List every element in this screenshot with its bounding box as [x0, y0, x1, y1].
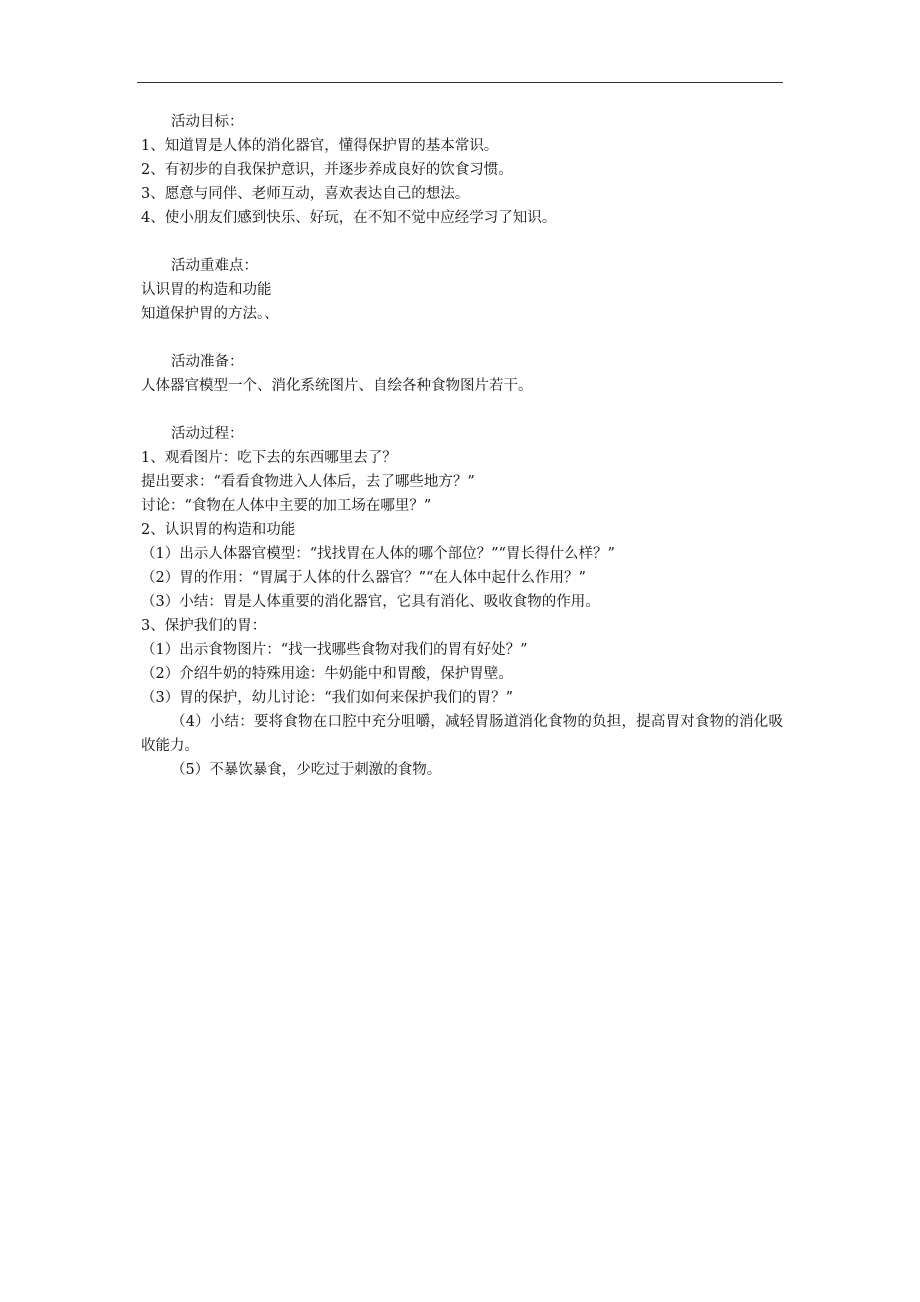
goal-item: 3、愿意与同伴、老师互动，喜欢表达自己的想法。	[141, 186, 470, 202]
preparation-heading: 活动准备：	[171, 354, 244, 370]
section-gap	[141, 326, 783, 350]
process-subline: （2）胃的作用：“胃属于人体的什么器官？”“在人体中起什么作用？”	[141, 570, 586, 586]
process-subline: （3）胃的保护，幼儿讨论：“我们如何来保护我们的胃？”	[141, 690, 514, 706]
document-body	[141, 110, 783, 782]
key-points-heading: 活动重难点：	[171, 258, 258, 274]
goal-item: 1、知道胃是人体的消化器官，懂得保护胃的基本常识。	[141, 138, 499, 154]
goal-item: 4、使小朋友们感到快乐、好玩，在不知不觉中应经学习了知识。	[141, 210, 557, 226]
key-point-item: 知道保护胃的方法。、	[141, 306, 279, 322]
process-subline: （5）不暴饮暴食，少吃过于刺激的食物。	[171, 762, 442, 778]
process-subline: （3）小结：胃是人体重要的消化器官，它具有消化、吸收食物的作用。	[141, 594, 600, 610]
process-line: 讨论：“食物在人体中主要的加工场在哪里？”	[141, 498, 432, 514]
process-subline: （1）出示食物图片：“找一找哪些食物对我们的胃有好处？”	[141, 642, 528, 658]
section-gap	[141, 398, 783, 422]
goal-item: 2、有初步的自我保护意识，并逐步养成良好的饮食习惯。	[141, 162, 513, 178]
process-subline: （1）出示人体器官模型：“找找胃在人体的哪个部位？”“胃长得什么样？”	[141, 546, 615, 562]
process-line: 提出要求：“看看食物进入人体后，去了哪些地方？”	[141, 474, 475, 490]
process-heading: 活动过程：	[171, 426, 244, 442]
process-line: 3、保护我们的胃：	[141, 618, 267, 634]
key-point-item: 认识胃的构造和功能	[141, 282, 272, 298]
process-line: 1、观看图片：吃下去的东西哪里去了？	[141, 450, 397, 466]
process-subline: （4）小结：要将食物在口腔中充分咀嚼，减轻胃肠道消化食物的负担，提高胃对食物的消化吸收能力。	[141, 714, 783, 754]
preparation-item: 人体器官模型一个、消化系统图片、自绘各种食物图片若干。	[141, 378, 533, 394]
section-gap	[141, 230, 783, 254]
header-rule	[137, 82, 783, 83]
goals-heading: 活动目标：	[171, 114, 244, 130]
process-line: 2、认识胃的构造和功能	[141, 522, 296, 538]
process-subline: （2）介绍牛奶的特殊用途：牛奶能中和胃酸，保护胃壁。	[141, 666, 513, 682]
